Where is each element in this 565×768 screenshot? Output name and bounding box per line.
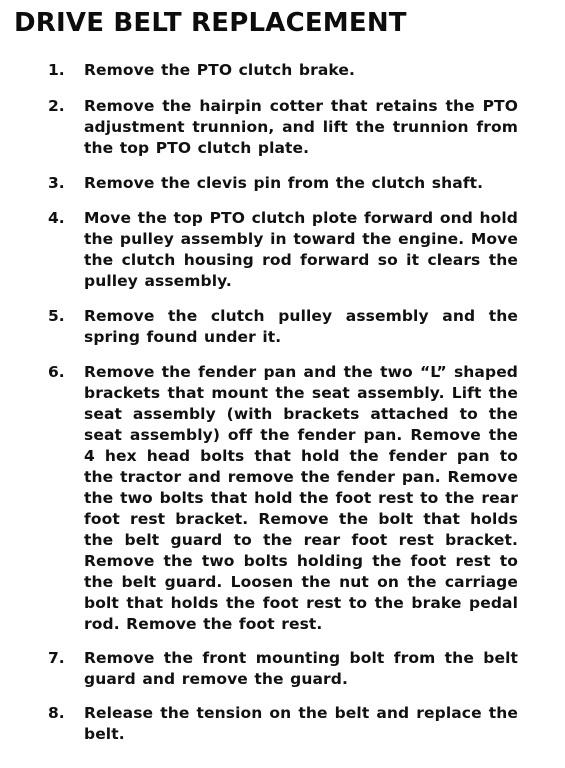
step-number: 1. — [48, 61, 65, 79]
step-item — [48, 362, 518, 635]
step-text: Remove the PTO clutch brake. — [84, 61, 355, 79]
step-number: 2. — [48, 97, 65, 115]
step-item — [48, 208, 518, 292]
step-number: 6. — [48, 363, 65, 381]
page-title: DRIVE BELT REPLACEMENT — [14, 8, 407, 38]
step-text: Remove the hairpin cotter that retains the PTO adjustment trunnion, and lift the trunnion from the top PTO clutch plate. — [84, 97, 518, 157]
step-item — [48, 173, 518, 194]
steps-list — [48, 60, 518, 745]
step-item — [48, 648, 518, 690]
step-number: 7. — [48, 649, 65, 667]
step-item — [48, 60, 518, 81]
step-text: Remove the fender pan and the two “L” shaped brackets that mount the seat assembly. Lift the seat assembly (with brackets attached to the seat assembly) off the fender pan. Remove the 4 hex head bolts that hold the fender pan to the tractor and remove the fender pan. Remove the two bolts that hold the foot rest to the rear foot rest bracket. Remove the bolt that holds the belt guard to the rear foot rest bracket. Remove the two bolts holding the foot rest to the belt guard. Loosen the nut on the carriage bolt that holds the foot rest to the brake pedal rod. Remove the foot rest. — [84, 363, 518, 633]
step-number: 8. — [48, 704, 65, 722]
step-text: Release the tension on the belt and replace the belt. — [84, 704, 518, 743]
step-text: Remove the clevis pin from the clutch shaft. — [84, 174, 484, 192]
step-text: Remove the front mounting bolt from the belt guard and remove the guard. — [84, 649, 518, 688]
step-text: Remove the clutch pulley assembly and the spring found under it. — [84, 307, 518, 346]
step-item — [48, 703, 518, 745]
step-item — [48, 306, 518, 348]
step-number: 3. — [48, 174, 65, 192]
step-number: 4. — [48, 209, 65, 227]
step-number: 5. — [48, 307, 65, 325]
step-item — [48, 96, 518, 159]
step-text: Move the top PTO clutch plote forward ond hold the pulley assembly in toward the engine. Move the clutch housing rod forward so it clears the pulley assembly. — [84, 209, 518, 290]
